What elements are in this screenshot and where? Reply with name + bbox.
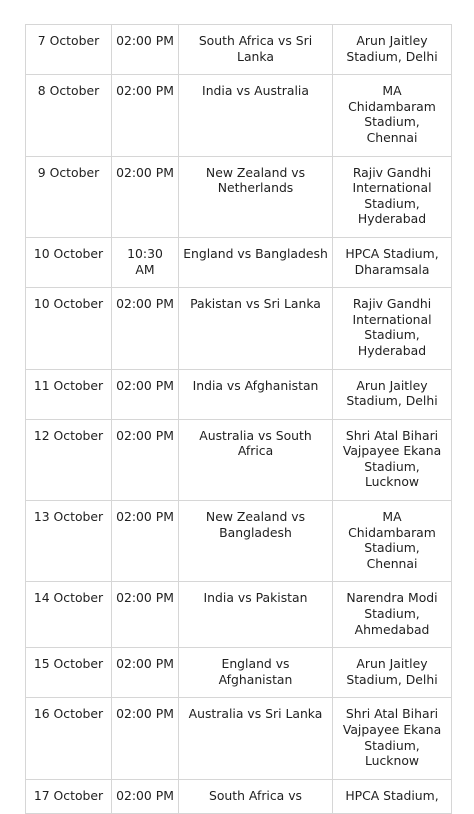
match-venue-text: HPCA Stadium, Dharamsala	[345, 245, 439, 277]
match-date-cell	[26, 698, 112, 779]
match-date-cell	[26, 501, 112, 582]
match-date-text: 13 October	[33, 509, 104, 525]
match-date-cell	[26, 648, 112, 698]
match-time-text: 02:00 PM	[116, 427, 174, 443]
match-teams-text: South Africa vs	[208, 787, 302, 803]
match-venue-text: Shri Atal Bihari Vajpayee Ekana Stadium, Lucknow	[342, 427, 442, 490]
schedule-body	[26, 25, 452, 814]
match-time-text: 02:00 PM	[116, 590, 174, 606]
match-time-cell	[112, 779, 179, 814]
match-date-text: 9 October	[37, 164, 100, 180]
match-venue-text: Arun Jaitley Stadium, Delhi	[346, 656, 438, 687]
match-teams-cell	[179, 648, 333, 698]
match-date-text: 10 October	[33, 245, 104, 261]
match-venue-text: Arun Jaitley Stadium, Delhi	[346, 33, 438, 64]
match-date-cell	[26, 75, 112, 156]
table-row	[26, 25, 452, 75]
match-teams-text: Australia vs Sri Lanka	[188, 706, 323, 722]
match-time-text: 02:00 PM	[116, 706, 174, 722]
match-date-cell	[26, 419, 112, 500]
match-date-text: 10 October	[33, 296, 104, 312]
table-row	[26, 419, 452, 500]
match-schedule-table	[25, 24, 452, 814]
match-teams-text: England vs Afghanistan	[218, 656, 293, 687]
match-venue-text: MA Chidambaram Stadium, Chennai	[348, 83, 436, 145]
match-teams-cell	[179, 156, 333, 237]
match-venue-cell	[333, 779, 452, 814]
match-teams-text: New Zealand vs Bangladesh	[205, 509, 306, 540]
match-date-cell	[26, 156, 112, 237]
match-time-text: 02:00 PM	[116, 33, 174, 48]
match-time-text: 02:00 PM	[116, 377, 174, 393]
match-venue-cell	[333, 582, 452, 648]
table-row	[26, 369, 452, 419]
match-venue-text: Rajiv Gandhi International Stadium, Hyderabad	[352, 296, 432, 358]
match-time-cell	[112, 369, 179, 419]
match-time-text: 02:00 PM	[116, 656, 174, 672]
match-venue-cell	[333, 501, 452, 582]
match-time-text: 02:00 PM	[116, 509, 174, 525]
match-time-text: 02:00 PM	[116, 787, 174, 803]
match-venue-text: Rajiv Gandhi International Stadium, Hyderabad	[352, 164, 432, 227]
match-venue-cell	[333, 237, 452, 287]
match-teams-cell	[179, 419, 333, 500]
match-teams-cell	[179, 369, 333, 419]
match-venue-cell	[333, 369, 452, 419]
match-venue-text: Arun Jaitley Stadium, Delhi	[346, 377, 438, 409]
table-row	[26, 582, 452, 648]
match-venue-cell	[333, 75, 452, 156]
match-time-cell	[112, 419, 179, 500]
match-time-cell	[112, 648, 179, 698]
match-date-text: 16 October	[33, 706, 104, 722]
match-date-cell	[26, 779, 112, 814]
match-teams-text: India vs Afghanistan	[192, 377, 319, 393]
match-date-text: 7 October	[37, 33, 100, 48]
match-date-text: 17 October	[33, 787, 104, 803]
match-time-cell	[112, 288, 179, 369]
match-teams-text: South Africa vs Sri Lanka	[198, 33, 313, 64]
match-venue-cell	[333, 25, 452, 75]
match-time-cell	[112, 75, 179, 156]
match-teams-cell	[179, 779, 333, 814]
match-time-cell	[112, 698, 179, 779]
match-venue-cell	[333, 288, 452, 369]
match-time-cell	[112, 501, 179, 582]
table-row	[26, 288, 452, 369]
match-date-text: 15 October	[33, 656, 104, 672]
match-date-cell	[26, 237, 112, 287]
table-row	[26, 779, 452, 814]
match-venue-cell	[333, 698, 452, 779]
match-teams-text: India vs Australia	[202, 83, 309, 99]
match-time-cell	[112, 25, 179, 75]
match-teams-cell	[179, 698, 333, 779]
match-date-text: 12 October	[33, 427, 104, 443]
match-venue-cell	[333, 419, 452, 500]
match-teams-text: New Zealand vs Netherlands	[205, 164, 306, 196]
match-teams-cell	[179, 582, 333, 648]
match-date-cell	[26, 25, 112, 75]
match-teams-text: India vs Pakistan	[203, 590, 308, 606]
match-time-cell	[112, 156, 179, 237]
match-date-text: 14 October	[33, 590, 104, 606]
match-time-text: 02:00 PM	[116, 83, 174, 99]
match-teams-cell	[179, 288, 333, 369]
match-venue-cell	[333, 648, 452, 698]
table-row	[26, 237, 452, 287]
match-time-text: 02:00 PM	[116, 296, 174, 312]
match-teams-text: England vs Bangladesh	[183, 245, 328, 261]
match-time-cell	[112, 237, 179, 287]
match-teams-text: Australia vs South Africa	[199, 427, 312, 459]
match-venue-text: Narendra Modi Stadium, Ahmedabad	[346, 590, 438, 637]
match-date-text: 8 October	[37, 83, 100, 99]
match-teams-cell	[179, 237, 333, 287]
match-date-cell	[26, 582, 112, 648]
table-row	[26, 156, 452, 237]
match-teams-cell	[179, 25, 333, 75]
match-date-text: 11 October	[33, 377, 104, 393]
match-teams-text: Pakistan vs Sri Lanka	[190, 296, 321, 312]
match-venue-text: HPCA Stadium,	[345, 787, 439, 803]
match-date-cell	[26, 369, 112, 419]
table-row	[26, 698, 452, 779]
table-row	[26, 648, 452, 698]
match-time-cell	[112, 582, 179, 648]
table-row	[26, 75, 452, 156]
match-teams-cell	[179, 501, 333, 582]
match-time-text: 10:30 AM	[127, 245, 163, 277]
table-row	[26, 501, 452, 582]
match-venue-text: Shri Atal Bihari Vajpayee Ekana Stadium, Lucknow	[342, 706, 442, 769]
match-venue-cell	[333, 156, 452, 237]
match-teams-cell	[179, 75, 333, 156]
match-date-cell	[26, 288, 112, 369]
match-time-text: 02:00 PM	[116, 164, 174, 180]
match-venue-text: MA Chidambaram Stadium, Chennai	[348, 509, 436, 571]
